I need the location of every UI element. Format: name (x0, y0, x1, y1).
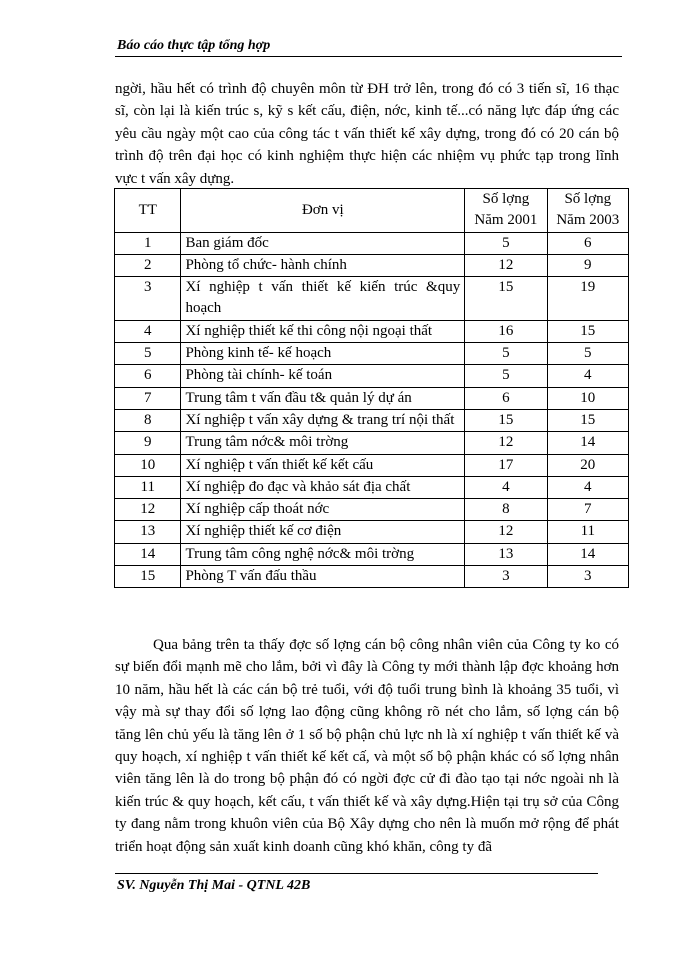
row-tt: 3 (115, 277, 181, 321)
row-unit: Xí nghiệp thiết kế cơ điện (181, 521, 465, 543)
row-count-2001: 16 (465, 320, 547, 342)
row-unit: Xí nghiệp t vấn xây dựng & trang trí nội thất (181, 409, 465, 431)
row-count-2003: 11 (547, 521, 628, 543)
row-count-2001: 12 (465, 521, 547, 543)
staff-count-table (114, 188, 629, 588)
row-count-2001: 5 (465, 343, 547, 365)
row-tt: 9 (115, 432, 181, 454)
row-count-2001: 12 (465, 254, 547, 276)
row-count-2001: 5 (465, 232, 547, 254)
row-count-2001: 3 (465, 566, 547, 588)
row-count-2003: 19 (547, 277, 628, 321)
table-header-row (115, 189, 629, 233)
row-unit: Phòng T vấn đấu thầu (181, 566, 465, 588)
header-year-2001 (465, 189, 547, 233)
row-unit: Xí nghiệp t vấn thiết kế kết cấu (181, 454, 465, 476)
row-unit: Trung tâm t vấn đầu t& quản lý dự án (181, 387, 465, 409)
row-count-2001: 5 (465, 365, 547, 387)
row-count-2001: 17 (465, 454, 547, 476)
row-unit: Trung tâm công nghệ nớc& môi trờng (181, 543, 465, 565)
row-tt: 10 (115, 454, 181, 476)
row-count-2001: 12 (465, 432, 547, 454)
row-tt: 2 (115, 254, 181, 276)
header-2003-line1: Số lợng (564, 191, 612, 207)
row-count-2003: 7 (547, 499, 628, 521)
row-count-2003: 6 (547, 232, 628, 254)
row-count-2003: 14 (547, 432, 628, 454)
table-row (115, 499, 629, 521)
row-count-2003: 15 (547, 320, 628, 342)
row-count-2003: 4 (547, 365, 628, 387)
row-count-2003: 4 (547, 476, 628, 498)
row-unit: Xí nghiệp thiết kế thi công nội ngoại thất (181, 320, 465, 342)
row-count-2003: 20 (547, 454, 628, 476)
row-unit: Trung tâm nớc& môi trờng (181, 432, 465, 454)
table-row (115, 365, 629, 387)
row-tt: 5 (115, 343, 181, 365)
intro-paragraph: ngời, hầu hết có trình độ chuyên môn từ ĐH trở lên, trong đó có 3 tiến sĩ, 16 thạc sĩ, còn lại là kiến trúc s, kỹ s kết cấu, điện, nớc, kinh tế...có năng lực đáp ứng các yêu cầu ngày một cao của công tác t vấn thiết kế xây dựng, trong đó có 20 cán bộ trình độ trên đại học có kinh nghiệm thực hiện các nhiệm vụ phức tạp trong lĩnh vực t vấn xây dựng. (115, 81, 619, 187)
page-footer-author: SV. Nguyễn Thị Mai - QTNL 42B (117, 878, 311, 893)
header-2003-line2: Năm 2003 (556, 212, 620, 229)
row-unit: Phòng tổ chức- hành chính (181, 254, 465, 276)
table-row (115, 387, 629, 409)
row-count-2001: 13 (465, 543, 547, 565)
row-tt: 13 (115, 521, 181, 543)
table-row (115, 521, 629, 543)
row-unit: Xí nghiệp đo đạc và khảo sát địa chất (181, 476, 465, 498)
table-row (115, 566, 629, 588)
row-count-2001: 4 (465, 476, 547, 498)
row-count-2003: 15 (547, 409, 628, 431)
row-tt: 6 (115, 365, 181, 387)
table-row (115, 476, 629, 498)
row-tt: 15 (115, 566, 181, 588)
row-count-2003: 10 (547, 387, 628, 409)
table-row (115, 254, 629, 276)
row-unit: Ban giám đốc (181, 232, 465, 254)
row-count-2003: 3 (547, 566, 628, 588)
table-row (115, 432, 629, 454)
header-divider (115, 56, 622, 57)
header-2001-line2: Năm 2001 (474, 212, 538, 229)
table-row (115, 320, 629, 342)
header-tt: TT (115, 189, 181, 233)
row-count-2001: 6 (465, 387, 547, 409)
table-row (115, 409, 629, 431)
row-unit: Phòng kinh tế- kế hoạch (181, 343, 465, 365)
row-count-2003: 14 (547, 543, 628, 565)
row-tt: 7 (115, 387, 181, 409)
row-count-2001: 8 (465, 499, 547, 521)
table-row (115, 343, 629, 365)
row-tt: 8 (115, 409, 181, 431)
row-unit: Xí nghiệp cấp thoát nớc (181, 499, 465, 521)
table-body (115, 232, 629, 588)
row-unit: Xí nghiệp t vấn thiết kế kiến trúc &quy hoạch (181, 277, 465, 321)
analysis-paragraph: Qua bảng trên ta thấy đợc số lợng cán bộ công nhân viên của Công ty ko có sự biến đổi mạnh mẽ cho lắm, bởi vì đây là Công ty mới thành lập đợc khoảng hơn 10 năm, hầu hết là các cán bộ trẻ tuổi, với độ tuổi trung bình là khoảng 35 tuổi, vì vậy mà sự thay đổi số lợng lao động cũng không rõ nét cho lắm, số lợng cán bộ tăng lên chủ yếu là tăng lên ở 1 số bộ phận chủ lực nh là xí nghiệp t vấn thiết kế và quy hoạch, xí nghiệp t vấn thiết kế kết cấ, và một số bộ phận khác có số lợng nhân viên tăng lên là do trong bộ phận đó có ngời đợc cử đi đào tạo tại nớc ngoài nh là kiến trúc & quy hoạch, kết cấu, t vấn thiết kế và xây dựng.Hiện tại trụ sở của Công ty đang nằm trong khuôn viên của Bộ Xây dựng cho nên là muốn mở rộng để phát triển hoạt động sản xuất kinh doanh cũng khó khăn, công ty đã (115, 637, 619, 855)
row-tt: 4 (115, 320, 181, 342)
row-unit: Phòng tài chính- kế toán (181, 365, 465, 387)
row-count-2001: 15 (465, 409, 547, 431)
header-2001-line1: Số lợng (482, 191, 530, 207)
row-tt: 14 (115, 543, 181, 565)
row-count-2001: 15 (465, 277, 547, 321)
row-tt: 12 (115, 499, 181, 521)
row-tt: 1 (115, 232, 181, 254)
table-row (115, 277, 629, 321)
row-count-2003: 9 (547, 254, 628, 276)
table-row (115, 543, 629, 565)
page-header-title: Báo cáo thực tập tổng hợp (117, 38, 271, 53)
row-tt: 11 (115, 476, 181, 498)
table-row (115, 454, 629, 476)
row-count-2003: 5 (547, 343, 628, 365)
table-row (115, 232, 629, 254)
footer-divider (115, 873, 598, 874)
header-year-2003 (547, 189, 628, 233)
header-unit: Đơn vị (181, 189, 465, 233)
